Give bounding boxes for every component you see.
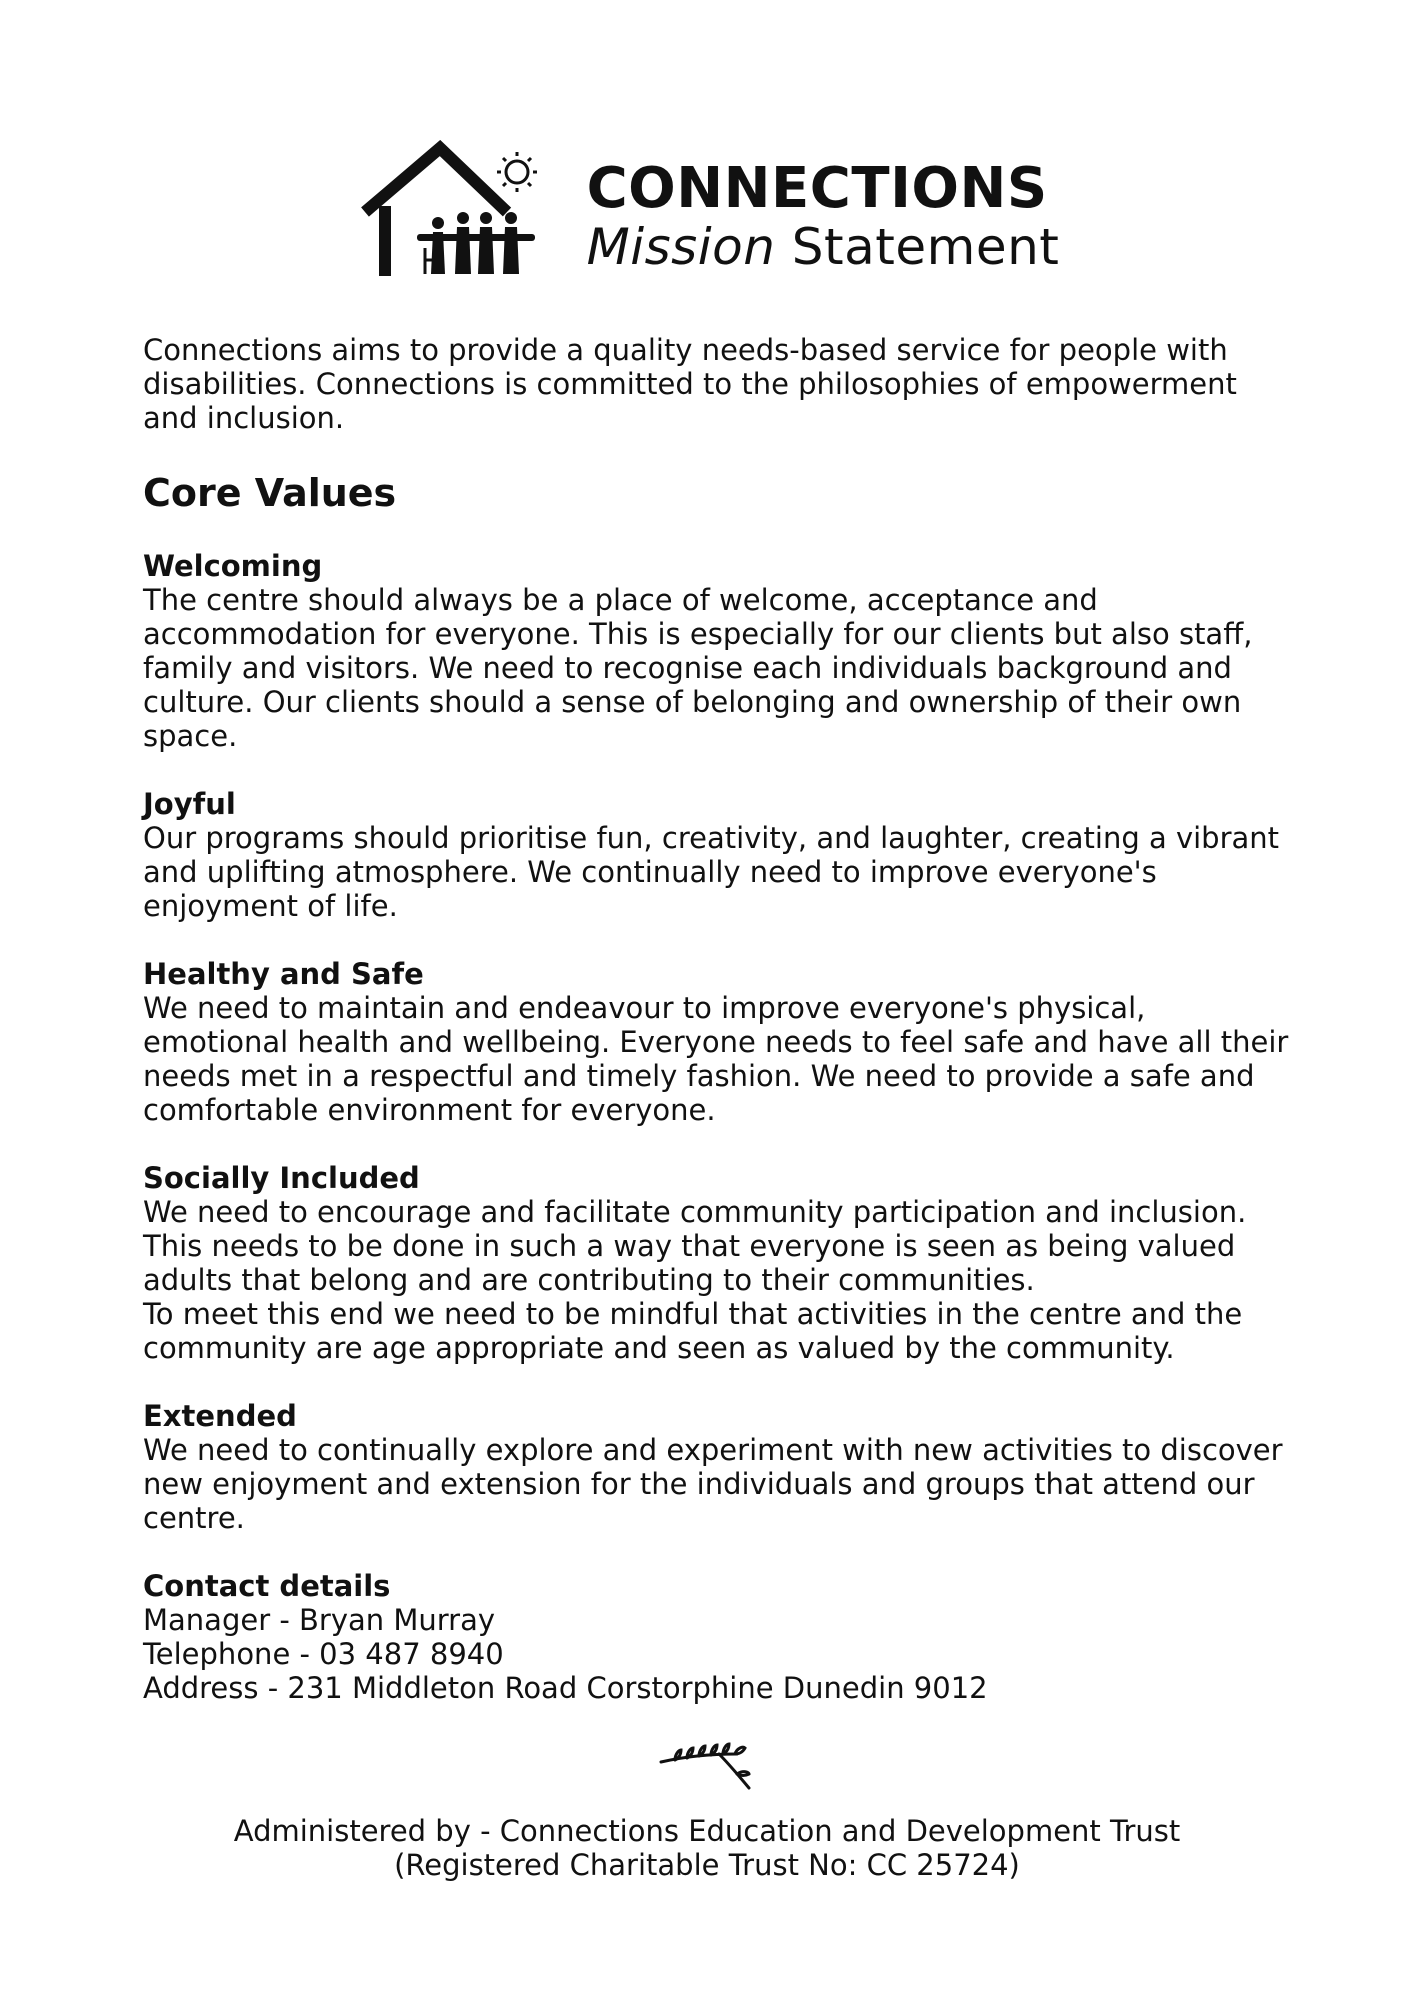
value-block-socially-included	[143, 1161, 1293, 1365]
subtitle-rest: Statement	[791, 218, 1060, 276]
value-line: community are age appropriate and seen as valued by the community.	[143, 1331, 1175, 1365]
brand-title: CONNECTIONS	[586, 156, 1048, 221]
value-line: We need to maintain and endeavour to improve everyone's physical,	[143, 991, 1146, 1025]
value-line: family and visitors. We need to recognise each individuals background and	[143, 651, 1232, 685]
header	[0, 140, 1414, 280]
intro-paragraph: Connections aims to provide a quality needs-based service for people with disabilities. Connections is committed to the philosophies of empowerment and inclusion.	[143, 333, 1237, 435]
value-block-joyful	[143, 787, 1293, 923]
value-line: emotional health and wellbeing. Everyone needs to feel safe and have all their	[143, 1025, 1289, 1059]
value-block-welcoming	[143, 549, 1293, 753]
subtitle	[587, 219, 1060, 275]
value-heading: Socially Included	[143, 1161, 420, 1195]
value-line: centre.	[143, 1501, 245, 1535]
value-heading: Joyful	[143, 787, 236, 821]
contact-telephone: Telephone - 03 487 8940	[143, 1637, 504, 1671]
value-line: accommodation for everyone. This is especially for our clients but also staff,	[143, 617, 1253, 651]
value-line: and uplifting atmosphere. We continually need to improve everyone's	[143, 855, 1157, 889]
value-line: enjoyment of life.	[143, 889, 398, 923]
contact-address: Address - 231 Middleton Road Corstorphine Dunedin 9012	[143, 1671, 988, 1705]
core-values-title: Core Values	[143, 471, 397, 515]
title-block	[586, 156, 1060, 276]
value-line: culture. Our clients should a sense of belonging and ownership of their own space.	[143, 685, 1242, 753]
house-family-sun-icon	[355, 140, 565, 280]
value-line: needs met in a respectful and timely fashion. We need to provide a safe and	[143, 1059, 1255, 1093]
value-line: comfortable environment for everyone.	[143, 1093, 716, 1127]
subtitle-italic: Mission	[586, 218, 776, 276]
contact-manager: Manager - Bryan Murray	[143, 1603, 496, 1637]
value-heading: Healthy and Safe	[143, 957, 424, 991]
value-block-healthy-and-safe	[143, 957, 1293, 1127]
footer-administered: Administered by - Connections Education and Development Trust	[233, 1814, 1181, 1848]
value-line: We need to continually explore and experiment with new activities to discover	[143, 1433, 1283, 1467]
value-line: adults that belong and are contributing to their communities.	[143, 1263, 1035, 1297]
footer-trust-number: (Registered Charitable Trust No: CC 25724)	[394, 1848, 1020, 1882]
main-content	[143, 333, 1293, 1739]
sprig-icon	[657, 1740, 757, 1792]
value-line: new enjoyment and extension for the individuals and groups that attend our	[143, 1467, 1255, 1501]
value-line: Our programs should prioritise fun, creativity, and laughter, creating a vibrant	[143, 821, 1280, 855]
value-block-extended	[143, 1399, 1293, 1535]
value-line: This needs to be done in such a way that everyone is seen as being valued	[143, 1229, 1236, 1263]
value-heading: Welcoming	[143, 549, 323, 583]
contact-block	[143, 1569, 1293, 1705]
value-line: We need to encourage and facilitate community participation and inclusion.	[143, 1195, 1247, 1229]
value-line: The centre should always be a place of welcome, acceptance and	[143, 583, 1098, 617]
value-heading: Extended	[143, 1399, 297, 1433]
footer	[0, 1740, 1414, 1882]
value-line: To meet this end we need to be mindful that activities in the centre and the	[143, 1297, 1243, 1331]
contact-heading: Contact details	[143, 1569, 391, 1603]
